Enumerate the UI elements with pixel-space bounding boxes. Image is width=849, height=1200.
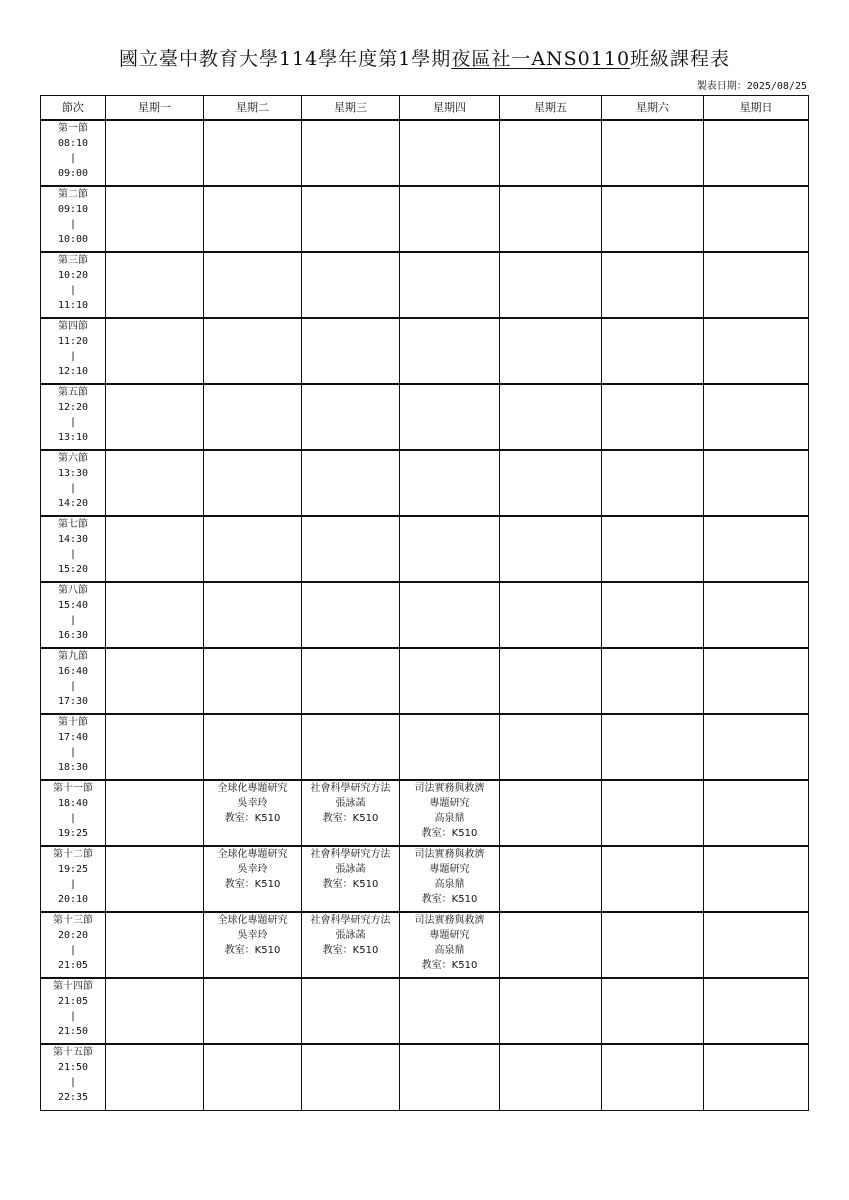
course-name: 社會科學研究方法 <box>310 914 391 926</box>
schedule-table <box>40 95 809 1111</box>
period-name: 第十節 <box>58 716 88 728</box>
table-row <box>41 120 809 186</box>
schedule-cell-mon <box>106 384 204 450</box>
title-suffix: 班級課程表 <box>630 48 731 70</box>
schedule-cell-tue <box>204 186 302 252</box>
period-cell <box>41 582 106 648</box>
schedule-cell-thu <box>400 450 500 516</box>
schedule-cell-sun <box>704 450 809 516</box>
period-end-time: 13:10 <box>57 431 89 443</box>
schedule-cell-sat <box>602 714 704 780</box>
period-start-time: 13:30 <box>57 467 89 479</box>
schedule-cell-wed <box>302 1044 400 1111</box>
period-cell <box>41 714 106 780</box>
period-name: 第十四節 <box>53 980 93 992</box>
table-row <box>41 318 809 384</box>
course-name: 全球化專題研究 <box>217 848 288 860</box>
period-separator: | <box>69 152 77 164</box>
table-row <box>41 516 809 582</box>
period-name: 第九節 <box>58 650 88 662</box>
column-header-thursday: 星期四 <box>400 96 500 120</box>
column-header-period: 節次 <box>41 96 106 120</box>
schedule-cell-mon <box>106 912 204 978</box>
period-name: 第八節 <box>58 584 88 596</box>
table-row <box>41 384 809 450</box>
table-row <box>41 780 809 846</box>
period-start-time: 18:40 <box>57 797 89 809</box>
schedule-cell-fri <box>500 912 602 978</box>
schedule-cell-wed <box>302 450 400 516</box>
course-name: 司法實務與救濟專題研究 <box>414 914 485 941</box>
course-teacher: 張詠菡 <box>335 863 366 875</box>
course-room: 教室：K510 <box>224 812 281 824</box>
schedule-cell-wed <box>302 648 400 714</box>
course-name: 司法實務與救濟專題研究 <box>414 782 485 809</box>
period-separator: | <box>69 350 77 362</box>
period-start-time: 21:50 <box>57 1061 89 1073</box>
column-header-tuesday: 星期二 <box>204 96 302 120</box>
column-header-monday: 星期一 <box>106 96 204 120</box>
period-name: 第五節 <box>58 386 88 398</box>
schedule-cell-thu <box>400 648 500 714</box>
schedule-cell-fri <box>500 186 602 252</box>
schedule-cell-fri <box>500 120 602 186</box>
period-end-time: 20:10 <box>57 893 89 905</box>
period-separator: | <box>69 416 77 428</box>
schedule-cell-thu <box>400 912 500 978</box>
course-teacher: 張詠菡 <box>335 929 366 941</box>
course-room: 教室：K510 <box>322 944 379 956</box>
schedule-cell-thu <box>400 582 500 648</box>
period-start-time: 19:25 <box>57 863 89 875</box>
period-end-time: 17:30 <box>57 695 89 707</box>
schedule-cell-sun <box>704 978 809 1044</box>
schedule-cell-fri <box>500 582 602 648</box>
schedule-cell-fri <box>500 1044 602 1111</box>
period-name: 第一節 <box>58 122 88 134</box>
schedule-cell-tue <box>204 1044 302 1111</box>
period-end-time: 11:10 <box>57 299 89 311</box>
period-separator: | <box>69 878 77 890</box>
schedule-cell-mon <box>106 1044 204 1111</box>
period-separator: | <box>69 218 77 230</box>
schedule-cell-tue <box>204 780 302 846</box>
schedule-cell-wed <box>302 978 400 1044</box>
period-name: 第四節 <box>58 320 88 332</box>
table-row <box>41 648 809 714</box>
column-header-sunday: 星期日 <box>704 96 809 120</box>
schedule-cell-tue <box>204 648 302 714</box>
schedule-cell-mon <box>106 318 204 384</box>
period-start-time: 08:10 <box>57 137 89 149</box>
class-name: 夜區社一ANS0110 <box>451 48 631 70</box>
period-cell <box>41 450 106 516</box>
course-room: 教室：K510 <box>421 827 478 839</box>
course-room: 教室：K510 <box>224 944 281 956</box>
schedule-cell-thu <box>400 252 500 318</box>
schedule-cell-thu <box>400 714 500 780</box>
schedule-cell-sat <box>602 516 704 582</box>
schedule-cell-wed <box>302 318 400 384</box>
period-name: 第十五節 <box>53 1046 93 1058</box>
period-start-time: 20:20 <box>57 929 89 941</box>
period-separator: | <box>69 548 77 560</box>
table-row <box>41 450 809 516</box>
course-room: 教室：K510 <box>322 812 379 824</box>
schedule-cell-sat <box>602 648 704 714</box>
schedule-cell-sat <box>602 252 704 318</box>
schedule-cell-sun <box>704 714 809 780</box>
course-room: 教室：K510 <box>421 959 478 971</box>
course-teacher: 高泉鼎 <box>434 944 465 956</box>
schedule-cell-mon <box>106 846 204 912</box>
course-teacher: 吳幸玲 <box>237 797 268 809</box>
schedule-cell-wed <box>302 780 400 846</box>
schedule-cell-sat <box>602 318 704 384</box>
period-end-time: 22:35 <box>57 1091 89 1103</box>
course-name: 社會科學研究方法 <box>310 848 391 860</box>
period-cell <box>41 780 106 846</box>
schedule-cell-tue <box>204 516 302 582</box>
schedule-cell-wed <box>302 516 400 582</box>
schedule-cell-sun <box>704 780 809 846</box>
period-end-time: 15:20 <box>57 563 89 575</box>
period-end-time: 21:50 <box>57 1025 89 1037</box>
period-separator: | <box>69 944 77 956</box>
course-teacher: 吳幸玲 <box>237 863 268 875</box>
schedule-cell-tue <box>204 120 302 186</box>
schedule-cell-sun <box>704 846 809 912</box>
schedule-cell-sat <box>602 186 704 252</box>
schedule-cell-sat <box>602 1044 704 1111</box>
schedule-cell-mon <box>106 714 204 780</box>
table-row <box>41 978 809 1044</box>
period-cell <box>41 318 106 384</box>
period-end-time: 19:25 <box>57 827 89 839</box>
course-teacher: 吳幸玲 <box>237 929 268 941</box>
column-header-friday: 星期五 <box>500 96 602 120</box>
period-cell <box>41 912 106 978</box>
schedule-cell-wed <box>302 384 400 450</box>
schedule-cell-fri <box>500 318 602 384</box>
schedule-cell-tue <box>204 978 302 1044</box>
schedule-cell-fri <box>500 714 602 780</box>
period-start-time: 14:30 <box>57 533 89 545</box>
schedule-cell-tue <box>204 846 302 912</box>
schedule-cell-thu <box>400 780 500 846</box>
period-name: 第六節 <box>58 452 88 464</box>
period-start-time: 11:20 <box>57 335 89 347</box>
schedule-cell-tue <box>204 714 302 780</box>
schedule-cell-tue <box>204 318 302 384</box>
period-start-time: 12:20 <box>57 401 89 413</box>
schedule-cell-fri <box>500 780 602 846</box>
schedule-cell-wed <box>302 846 400 912</box>
schedule-cell-tue <box>204 384 302 450</box>
table-row <box>41 186 809 252</box>
column-header-wednesday: 星期三 <box>302 96 400 120</box>
schedule-cell-sun <box>704 252 809 318</box>
column-header-saturday: 星期六 <box>602 96 704 120</box>
schedule-cell-sat <box>602 912 704 978</box>
period-start-time: 16:40 <box>57 665 89 677</box>
period-cell <box>41 120 106 186</box>
period-separator: | <box>69 614 77 626</box>
period-name: 第十二節 <box>53 848 93 860</box>
period-cell <box>41 846 106 912</box>
table-row <box>41 1044 809 1111</box>
schedule-cell-tue <box>204 912 302 978</box>
schedule-cell-thu <box>400 846 500 912</box>
period-separator: | <box>69 812 77 824</box>
course-name: 全球化專題研究 <box>217 782 288 794</box>
schedule-cell-thu <box>400 318 500 384</box>
schedule-cell-fri <box>500 648 602 714</box>
schedule-cell-sun <box>704 1044 809 1111</box>
period-cell <box>41 978 106 1044</box>
period-cell <box>41 516 106 582</box>
schedule-cell-wed <box>302 186 400 252</box>
schedule-cell-sun <box>704 318 809 384</box>
period-name: 第三節 <box>58 254 88 266</box>
schedule-cell-sun <box>704 648 809 714</box>
period-separator: | <box>69 680 77 692</box>
schedule-cell-wed <box>302 912 400 978</box>
period-name: 第十三節 <box>53 914 93 926</box>
schedule-cell-sat <box>602 780 704 846</box>
schedule-cell-thu <box>400 978 500 1044</box>
schedule-cell-mon <box>106 516 204 582</box>
period-cell <box>41 384 106 450</box>
course-room: 教室：K510 <box>322 878 379 890</box>
schedule-cell-mon <box>106 186 204 252</box>
schedule-cell-fri <box>500 846 602 912</box>
period-cell <box>41 648 106 714</box>
schedule-cell-mon <box>106 120 204 186</box>
period-name: 第二節 <box>58 188 88 200</box>
course-name: 社會科學研究方法 <box>310 782 391 794</box>
course-name: 全球化專題研究 <box>217 914 288 926</box>
course-name: 司法實務與救濟專題研究 <box>414 848 485 875</box>
page-title <box>0 44 849 71</box>
schedule-cell-wed <box>302 714 400 780</box>
period-separator: | <box>69 1076 77 1088</box>
schedule-cell-fri <box>500 516 602 582</box>
schedule-cell-sun <box>704 186 809 252</box>
schedule-cell-thu <box>400 186 500 252</box>
schedule-cell-thu <box>400 384 500 450</box>
schedule-cell-fri <box>500 450 602 516</box>
header-row <box>41 96 809 120</box>
schedule-body <box>41 120 809 1111</box>
schedule-cell-sun <box>704 582 809 648</box>
period-end-time: 10:00 <box>57 233 89 245</box>
schedule-cell-tue <box>204 450 302 516</box>
table-row <box>41 252 809 318</box>
table-row <box>41 846 809 912</box>
period-start-time: 17:40 <box>57 731 89 743</box>
schedule-cell-sun <box>704 912 809 978</box>
print-date: 製表日期：2025/08/25 <box>696 81 807 92</box>
course-teacher: 張詠菡 <box>335 797 366 809</box>
period-separator: | <box>69 746 77 758</box>
period-end-time: 16:30 <box>57 629 89 641</box>
schedule-cell-sat <box>602 582 704 648</box>
schedule-cell-tue <box>204 582 302 648</box>
course-teacher: 高泉鼎 <box>434 812 465 824</box>
table-row <box>41 912 809 978</box>
period-separator: | <box>69 284 77 296</box>
schedule-cell-sun <box>704 384 809 450</box>
period-name: 第十一節 <box>53 782 93 794</box>
schedule-cell-mon <box>106 648 204 714</box>
schedule-cell-fri <box>500 978 602 1044</box>
table-row <box>41 714 809 780</box>
period-end-time: 14:20 <box>57 497 89 509</box>
schedule-cell-mon <box>106 450 204 516</box>
schedule-cell-mon <box>106 780 204 846</box>
period-cell <box>41 1044 106 1111</box>
period-start-time: 10:20 <box>57 269 89 281</box>
period-end-time: 21:05 <box>57 959 89 971</box>
period-start-time: 21:05 <box>57 995 89 1007</box>
schedule-cell-sat <box>602 450 704 516</box>
schedule-cell-mon <box>106 582 204 648</box>
course-room: 教室：K510 <box>421 893 478 905</box>
period-cell <box>41 252 106 318</box>
schedule-cell-wed <box>302 120 400 186</box>
course-room: 教室：K510 <box>224 878 281 890</box>
period-end-time: 18:30 <box>57 761 89 773</box>
schedule-cell-tue <box>204 252 302 318</box>
schedule-cell-mon <box>106 252 204 318</box>
schedule-cell-sun <box>704 120 809 186</box>
title-prefix: 國立臺中教育大學114學年度第1學期 <box>118 48 452 70</box>
schedule-cell-thu <box>400 516 500 582</box>
schedule-cell-wed <box>302 582 400 648</box>
schedule-cell-mon <box>106 978 204 1044</box>
schedule-cell-wed <box>302 252 400 318</box>
schedule-cell-fri <box>500 384 602 450</box>
period-start-time: 09:10 <box>57 203 89 215</box>
schedule-cell-fri <box>500 252 602 318</box>
schedule-cell-thu <box>400 120 500 186</box>
schedule-cell-sat <box>602 978 704 1044</box>
course-teacher: 高泉鼎 <box>434 878 465 890</box>
period-separator: | <box>69 1010 77 1022</box>
period-separator: | <box>69 482 77 494</box>
schedule-cell-thu <box>400 1044 500 1111</box>
schedule-cell-sat <box>602 846 704 912</box>
schedule-cell-sat <box>602 120 704 186</box>
period-end-time: 12:10 <box>57 365 89 377</box>
period-cell <box>41 186 106 252</box>
table-row <box>41 582 809 648</box>
period-end-time: 09:00 <box>57 167 89 179</box>
period-name: 第七節 <box>58 518 88 530</box>
period-start-time: 15:40 <box>57 599 89 611</box>
schedule-cell-sat <box>602 384 704 450</box>
schedule-cell-sun <box>704 516 809 582</box>
